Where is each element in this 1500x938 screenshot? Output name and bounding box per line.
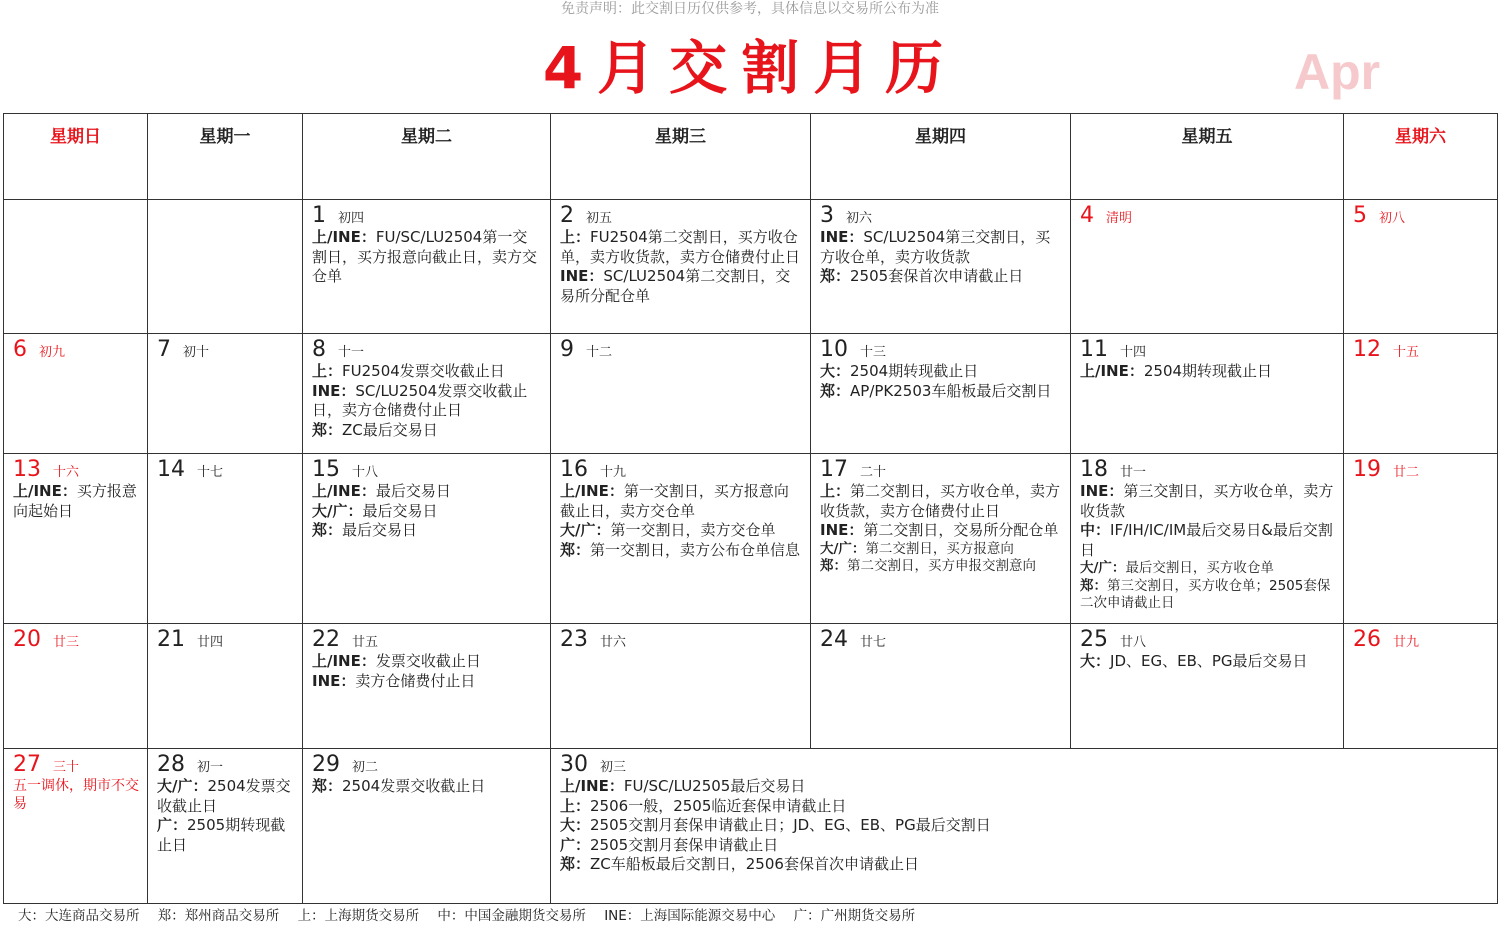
day-cell-d10 bbox=[811, 334, 1071, 454]
lunar-date: 廿三 bbox=[53, 635, 80, 650]
delivery-event bbox=[312, 382, 542, 421]
exchange-abbr: 上/INE： bbox=[312, 652, 376, 670]
day-number: 16 bbox=[560, 457, 588, 482]
day-number: 30 bbox=[560, 752, 588, 777]
legend-item: 上：上海期货交易所 bbox=[297, 908, 420, 924]
delivery-event bbox=[560, 836, 1489, 856]
day-header bbox=[560, 204, 802, 228]
exchange-abbr: 大： bbox=[820, 362, 851, 380]
delivery-event bbox=[560, 267, 802, 306]
event-text: 最后交割日，买方收仓单 bbox=[1125, 560, 1274, 576]
day-cell-empty bbox=[4, 200, 148, 334]
lunar-date: 廿八 bbox=[1120, 635, 1147, 650]
event-text: 2504期转现截止日 bbox=[1143, 362, 1273, 380]
delivery-event bbox=[312, 421, 542, 441]
legend-item: 中：中国金融期货交易所 bbox=[437, 908, 586, 924]
weekday-sat: 星期六 bbox=[1344, 114, 1498, 200]
calendar-grid bbox=[3, 113, 1498, 904]
event-text: 2506一般，2505临近套保申请截止日 bbox=[590, 796, 847, 815]
event-text: 2505交割月套保申请截止日 bbox=[590, 835, 779, 854]
exchange-abbr: 郑： bbox=[820, 381, 851, 400]
exchange-abbr: 上： bbox=[560, 228, 591, 246]
event-text: SC/LU2504第三交割日，买方收仓单，卖方收货款 bbox=[820, 228, 1051, 266]
day-header bbox=[312, 458, 542, 482]
lunar-date: 初四 bbox=[338, 211, 365, 226]
holiday-note: 五一调休，期市不交易 bbox=[13, 778, 139, 812]
day-header bbox=[1080, 458, 1335, 482]
exchange-abbr: 广： bbox=[157, 816, 188, 834]
day-header bbox=[1353, 204, 1489, 228]
lunar-date: 清明 bbox=[1106, 211, 1133, 226]
exchange-abbr: 上/INE： bbox=[312, 482, 376, 500]
event-text: 2505期转现截止日 bbox=[157, 816, 286, 854]
event-text: 最后交易日 bbox=[375, 482, 451, 500]
day-cell-d22 bbox=[303, 624, 551, 749]
weekday-sun: 星期日 bbox=[4, 114, 148, 200]
lunar-date: 三十 bbox=[53, 760, 80, 775]
delivery-event bbox=[157, 777, 294, 816]
exchange-abbr: INE： bbox=[312, 671, 356, 690]
day-cell-d11 bbox=[1071, 334, 1344, 454]
day-number: 24 bbox=[820, 627, 848, 652]
day-number: 9 bbox=[560, 337, 574, 362]
lunar-date: 十七 bbox=[197, 465, 224, 480]
legend-item: 广：广州期货交易所 bbox=[793, 908, 916, 924]
day-cell-d18 bbox=[1071, 454, 1344, 624]
day-cell-d2 bbox=[551, 200, 811, 334]
exchange-abbr: 大/广： bbox=[312, 501, 363, 520]
day-cell-d6 bbox=[4, 334, 148, 454]
event-text: 第三交割日，买方收仓单，卖方收货款 bbox=[1080, 482, 1334, 520]
event-text: ZC车船板最后交割日，2506套保首次申请截止日 bbox=[590, 855, 919, 873]
day-header bbox=[560, 753, 1489, 777]
lunar-date: 初八 bbox=[1379, 211, 1406, 226]
exchange-abbr: 大/广： bbox=[560, 521, 611, 539]
exchange-abbr: INE： bbox=[1080, 482, 1124, 500]
event-text: 最后交易日 bbox=[362, 501, 438, 520]
lunar-date: 十六 bbox=[53, 465, 80, 480]
day-header bbox=[560, 628, 802, 652]
day-cell-d23 bbox=[551, 624, 811, 749]
exchange-abbr: INE： bbox=[312, 381, 356, 400]
day-header bbox=[13, 628, 139, 652]
exchange-abbr: INE： bbox=[820, 521, 864, 539]
day-number: 1 bbox=[312, 203, 326, 228]
day-number: 15 bbox=[312, 457, 340, 482]
lunar-date: 廿一 bbox=[1120, 465, 1147, 480]
exchange-abbr: 郑： bbox=[312, 521, 343, 539]
day-number: 14 bbox=[157, 457, 185, 482]
lunar-date: 廿五 bbox=[352, 635, 379, 650]
day-number: 11 bbox=[1080, 337, 1108, 362]
exchange-abbr: INE： bbox=[820, 228, 864, 246]
day-cell-d12 bbox=[1344, 334, 1498, 454]
delivery-event bbox=[820, 482, 1062, 521]
legend-item: 郑：郑州商品交易所 bbox=[157, 908, 280, 924]
delivery-event bbox=[312, 482, 542, 502]
delivery-event bbox=[820, 521, 1062, 541]
delivery-event bbox=[560, 816, 1489, 836]
event-text: 第二交割日，买方申报交割意向 bbox=[847, 558, 1036, 574]
event-text: 2505套保首次申请截止日 bbox=[850, 267, 1024, 285]
day-number: 18 bbox=[1080, 457, 1108, 482]
day-cell-d8 bbox=[303, 334, 551, 454]
delivery-event bbox=[560, 855, 1489, 875]
delivery-event bbox=[312, 502, 542, 522]
week-row bbox=[4, 624, 1498, 749]
day-cell-d1 bbox=[303, 200, 551, 334]
delivery-event bbox=[560, 482, 802, 521]
exchange-abbr: 上： bbox=[312, 362, 343, 380]
day-cell-d16 bbox=[551, 454, 811, 624]
lunar-date: 初三 bbox=[600, 760, 627, 775]
page-title: 4月交割月历 bbox=[542, 34, 958, 102]
day-header bbox=[820, 628, 1062, 652]
lunar-date: 十五 bbox=[1393, 345, 1420, 360]
day-cell-d25 bbox=[1071, 624, 1344, 749]
lunar-date: 十一 bbox=[338, 345, 365, 360]
delivery-event bbox=[1080, 482, 1335, 521]
day-number: 12 bbox=[1353, 337, 1381, 362]
day-header bbox=[157, 338, 294, 362]
exchange-abbr: 大： bbox=[1080, 652, 1111, 670]
exchange-abbr: 上： bbox=[820, 482, 851, 500]
day-number: 3 bbox=[820, 203, 834, 228]
delivery-event bbox=[1080, 560, 1335, 578]
day-number: 20 bbox=[13, 627, 41, 652]
event-text: JD、EG、EB、PG最后交易日 bbox=[1110, 652, 1308, 670]
day-header bbox=[13, 338, 139, 362]
exchange-abbr: 郑： bbox=[560, 855, 591, 873]
day-cell-d21 bbox=[148, 624, 303, 749]
day-number: 4 bbox=[1080, 203, 1094, 228]
event-text: 2504期转现截止日 bbox=[850, 362, 979, 380]
day-number: 22 bbox=[312, 627, 340, 652]
delivery-event bbox=[820, 228, 1062, 267]
delivery-event bbox=[820, 382, 1062, 402]
exchange-abbr: 大/广： bbox=[820, 540, 866, 557]
delivery-event bbox=[312, 521, 542, 541]
delivery-event bbox=[157, 816, 294, 855]
lunar-date: 初五 bbox=[586, 211, 613, 226]
lunar-date: 十八 bbox=[352, 465, 379, 480]
lunar-date: 十三 bbox=[860, 345, 887, 360]
day-number: 27 bbox=[13, 752, 41, 777]
day-header bbox=[560, 338, 802, 362]
day-header bbox=[820, 204, 1062, 228]
weekday-mon: 星期一 bbox=[148, 114, 303, 200]
delivery-event bbox=[820, 267, 1062, 287]
day-number: 6 bbox=[13, 337, 27, 362]
exchange-abbr: 郑： bbox=[312, 777, 343, 795]
day-header bbox=[312, 628, 542, 652]
exchange-abbr: 大/广： bbox=[157, 777, 208, 795]
event-text: 卖方仓储费付止日 bbox=[355, 671, 476, 690]
day-cell-d27 bbox=[4, 749, 148, 904]
day-number: 25 bbox=[1080, 627, 1108, 652]
delivery-event bbox=[312, 652, 542, 672]
day-cell-d14 bbox=[148, 454, 303, 624]
day-cell-d20 bbox=[4, 624, 148, 749]
lunar-date: 初二 bbox=[352, 760, 379, 775]
exchange-abbr: 上/INE： bbox=[1080, 362, 1144, 380]
delivery-event bbox=[560, 797, 1489, 817]
day-header bbox=[312, 204, 542, 228]
day-header bbox=[13, 753, 139, 777]
lunar-date: 二十 bbox=[860, 465, 887, 480]
lunar-date: 十九 bbox=[600, 465, 627, 480]
exchange-abbr: 上/INE： bbox=[13, 482, 77, 500]
event-text: AP/PK2503车船板最后交割日 bbox=[850, 381, 1052, 400]
event-text: 第二交割日，买方报意向 bbox=[865, 540, 1014, 557]
lunar-date: 十二 bbox=[586, 345, 613, 360]
lunar-date: 初一 bbox=[197, 760, 224, 775]
lunar-date: 初六 bbox=[846, 211, 873, 226]
day-cell-d24 bbox=[811, 624, 1071, 749]
week-row bbox=[4, 454, 1498, 624]
day-cell-d26 bbox=[1344, 624, 1498, 749]
day-cell-d17 bbox=[811, 454, 1071, 624]
delivery-event bbox=[1080, 362, 1335, 382]
exchange-abbr: 大： bbox=[560, 816, 591, 834]
event-text: IF/IH/IC/IM最后交易日&最后交割日 bbox=[1080, 521, 1333, 559]
event-text: SC/LU2504发票交收截止日，卖方仓储费付止日 bbox=[312, 381, 528, 419]
event-text: 第二交割日，交易所分配仓单 bbox=[863, 521, 1059, 539]
exchange-abbr: 中： bbox=[1080, 521, 1111, 539]
lunar-date: 廿九 bbox=[1393, 635, 1420, 650]
event-text: 第二交割日，买方收仓单，卖方收货款，卖方仓储费付止日 bbox=[820, 482, 1061, 520]
lunar-date: 廿四 bbox=[197, 635, 224, 650]
day-cell-d19 bbox=[1344, 454, 1498, 624]
day-header bbox=[820, 338, 1062, 362]
exchange-abbr: 郑： bbox=[312, 420, 343, 439]
week-row bbox=[4, 200, 1498, 334]
day-header bbox=[157, 458, 294, 482]
event-text: 第一交割日，卖方公布仓单信息 bbox=[590, 540, 801, 559]
day-number: 8 bbox=[312, 337, 326, 362]
day-cell-d30 bbox=[551, 749, 1498, 904]
week-row bbox=[4, 749, 1498, 904]
lunar-date: 初十 bbox=[183, 345, 210, 360]
day-number: 23 bbox=[560, 627, 588, 652]
day-header bbox=[312, 338, 542, 362]
day-header bbox=[157, 753, 294, 777]
exchange-abbr: INE： bbox=[560, 267, 604, 285]
legend-item: 大：大连商品交易所 bbox=[18, 908, 140, 924]
day-cell-d7 bbox=[148, 334, 303, 454]
disclaimer: 免责声明：此交割日历仅供参考，具体信息以交易所公布为准 bbox=[561, 1, 939, 17]
weekday-header-row bbox=[4, 114, 1498, 200]
exchange-abbr: 上/INE： bbox=[560, 777, 624, 795]
day-cell-d3 bbox=[811, 200, 1071, 334]
delivery-event bbox=[1080, 578, 1335, 613]
month-watermark: Apr bbox=[1294, 44, 1381, 100]
day-number: 7 bbox=[157, 337, 171, 362]
day-header bbox=[157, 628, 294, 652]
day-number: 5 bbox=[1353, 203, 1367, 228]
exchange-abbr: 上/INE： bbox=[560, 482, 624, 500]
day-cell-d29 bbox=[303, 749, 551, 904]
delivery-event bbox=[560, 541, 802, 561]
exchange-abbr: 郑： bbox=[560, 540, 591, 559]
lunar-date: 初九 bbox=[39, 345, 66, 360]
day-header bbox=[1080, 204, 1335, 228]
day-number: 26 bbox=[1353, 627, 1381, 652]
day-number: 2 bbox=[560, 203, 574, 228]
day-number: 19 bbox=[1353, 457, 1381, 482]
event-text: 发票交收截止日 bbox=[375, 652, 481, 670]
lunar-date: 十四 bbox=[1120, 345, 1147, 360]
day-cell-d15 bbox=[303, 454, 551, 624]
day-number: 10 bbox=[820, 337, 848, 362]
delivery-event bbox=[820, 362, 1062, 382]
delivery-event bbox=[312, 777, 542, 797]
lunar-date: 廿七 bbox=[860, 635, 887, 650]
delivery-event bbox=[312, 672, 542, 692]
exchange-abbr: 郑： bbox=[1080, 577, 1107, 594]
day-cell-d28 bbox=[148, 749, 303, 904]
delivery-event bbox=[820, 541, 1062, 559]
week-row bbox=[4, 334, 1498, 454]
event-text: FU2504第二交割日，买方收仓单，卖方收货款，卖方仓储费付止日 bbox=[560, 228, 801, 266]
event-text: 第一交割日，卖方交仓单 bbox=[610, 521, 776, 539]
delivery-event bbox=[13, 482, 139, 521]
weekday-tue: 星期二 bbox=[303, 114, 551, 200]
day-cell-empty bbox=[148, 200, 303, 334]
day-header bbox=[312, 753, 542, 777]
lunar-date: 廿二 bbox=[1393, 465, 1420, 480]
day-number: 29 bbox=[312, 752, 340, 777]
event-text: 2504发票交收截止日 bbox=[157, 777, 291, 815]
weekday-fri: 星期五 bbox=[1071, 114, 1344, 200]
delivery-event bbox=[560, 777, 1489, 797]
event-text: 最后交易日 bbox=[342, 521, 418, 539]
day-header bbox=[820, 458, 1062, 482]
exchange-abbr: 大/广： bbox=[1080, 560, 1126, 576]
event-text: FU/SC/LU2504第一交割日，买方报意向截止日，卖方交仓单 bbox=[312, 228, 538, 285]
day-header bbox=[13, 458, 139, 482]
event-text: 买方报意向起始日 bbox=[13, 482, 137, 520]
exchange-legend bbox=[18, 904, 929, 924]
delivery-event bbox=[312, 362, 542, 382]
day-cell-d4 bbox=[1071, 200, 1344, 334]
event-text: 第三交割日，买方收仓单；2505套保二次申请截止日 bbox=[1080, 577, 1331, 611]
exchange-abbr: 上： bbox=[560, 796, 591, 815]
legend-item: INE：上海国际能源交易中心 bbox=[604, 908, 776, 924]
event-text: FU2504发票交收截止日 bbox=[342, 362, 505, 380]
lunar-date: 廿六 bbox=[600, 635, 627, 650]
exchange-abbr: 郑： bbox=[820, 267, 851, 285]
day-number: 17 bbox=[820, 457, 848, 482]
exchange-abbr: 上/INE： bbox=[312, 228, 376, 246]
day-cell-d13 bbox=[4, 454, 148, 624]
exchange-abbr: 广： bbox=[560, 835, 591, 854]
weekday-thu: 星期四 bbox=[811, 114, 1071, 200]
delivery-event bbox=[820, 558, 1062, 576]
day-header bbox=[1080, 628, 1335, 652]
day-header bbox=[1080, 338, 1335, 362]
event-text: 第一交割日，买方报意向截止日，卖方交仓单 bbox=[560, 482, 789, 520]
delivery-event bbox=[1080, 521, 1335, 560]
day-header bbox=[1353, 338, 1489, 362]
event-text: 2504发票交收截止日 bbox=[342, 777, 486, 795]
day-cell-d9 bbox=[551, 334, 811, 454]
day-header bbox=[560, 458, 802, 482]
day-cell-d5 bbox=[1344, 200, 1498, 334]
event-text: ZC最后交易日 bbox=[342, 420, 438, 439]
day-number: 13 bbox=[13, 457, 41, 482]
delivery-event bbox=[1080, 652, 1335, 672]
delivery-event bbox=[560, 521, 802, 541]
event-text: FU/SC/LU2505最后交易日 bbox=[623, 777, 806, 795]
event-text: 2505交割月套保申请截止日；JD、EG、EB、PG最后交割日 bbox=[590, 816, 991, 834]
exchange-abbr: 郑： bbox=[820, 558, 847, 574]
day-header bbox=[1353, 628, 1489, 652]
day-header bbox=[1353, 458, 1489, 482]
day-number: 21 bbox=[157, 627, 185, 652]
delivery-event bbox=[312, 228, 542, 287]
day-number: 28 bbox=[157, 752, 185, 777]
event-text: SC/LU2504第二交割日，交易所分配仓单 bbox=[560, 267, 791, 305]
delivery-event bbox=[560, 228, 802, 267]
weekday-wed: 星期三 bbox=[551, 114, 811, 200]
